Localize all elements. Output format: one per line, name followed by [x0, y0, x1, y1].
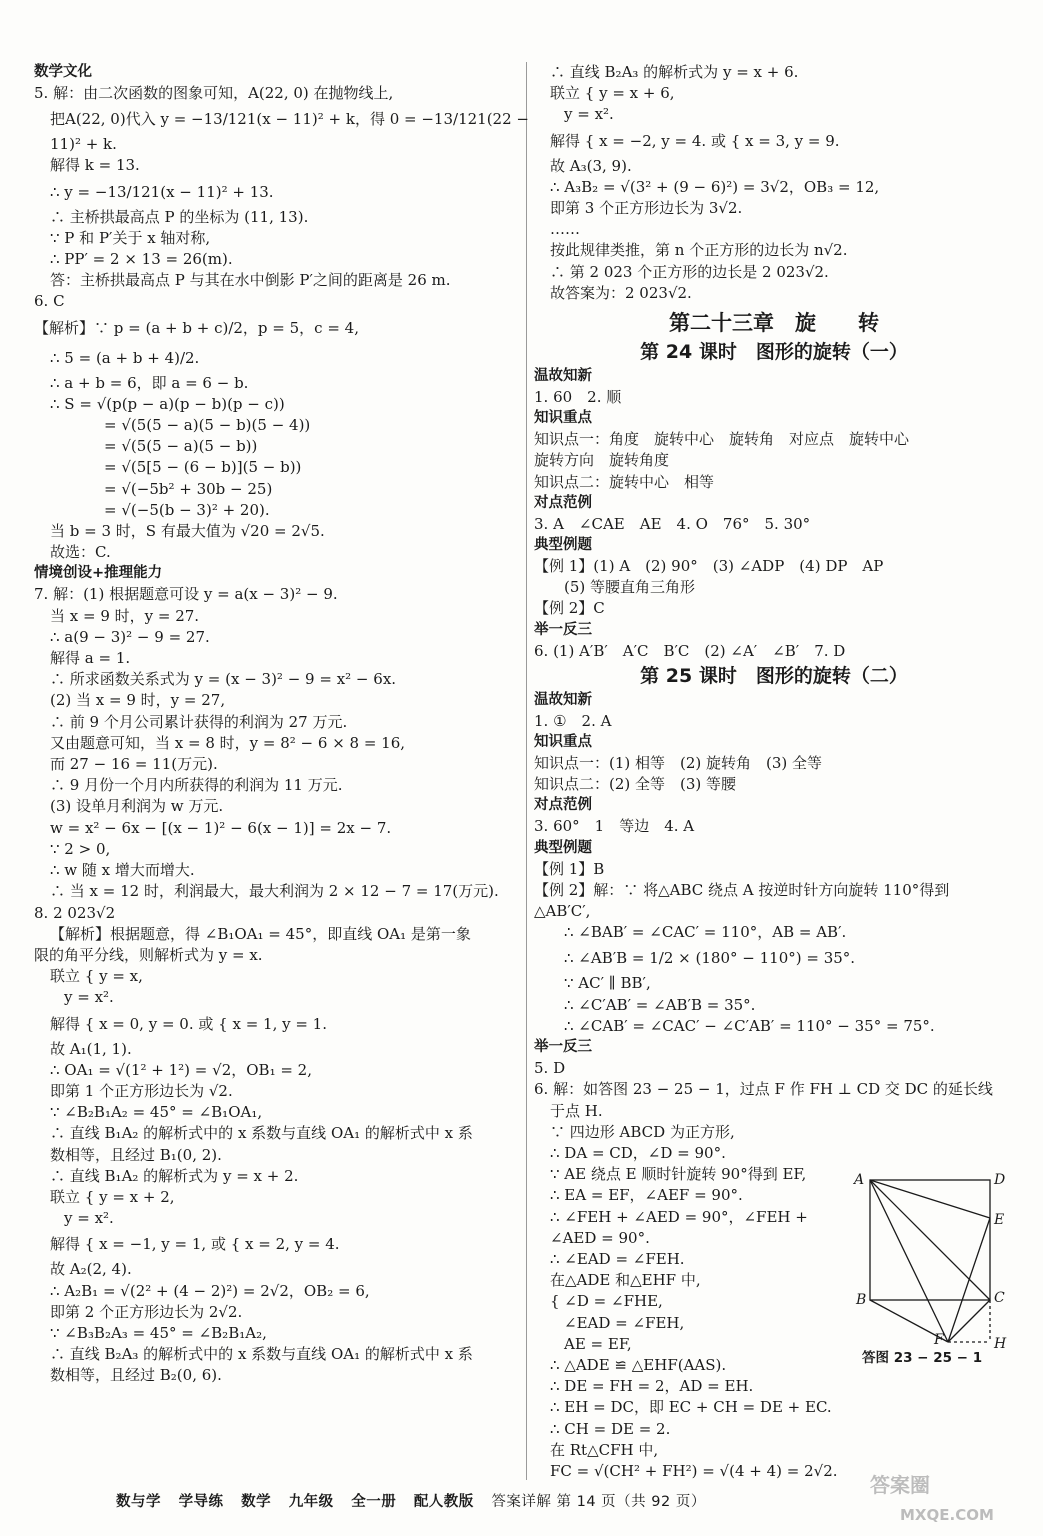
label-c: C: [994, 1290, 1005, 1306]
footer-volume: 全一册: [351, 1494, 397, 1510]
left-line: 【解析】∵ p = (a + b + c)/2，p = 5，c = 4,: [34, 318, 359, 337]
left-line: 联立 { y = x,: [50, 967, 143, 986]
right-section-heading: 举一反三: [534, 621, 592, 638]
left-line: ∴ 所求函数关系式为 y = (x − 3)² − 9 = x² − 6x.: [50, 670, 397, 689]
right-line: ∴ A₃B₂ = √(3² + (9 − 6)²) = 3√2，OB₃ = 12,: [550, 177, 880, 196]
right-line: 联立 { y = x + 6,: [550, 84, 675, 103]
right-line: ∴ 第 2 023 个正方形的边长是 2 023√2.: [550, 262, 829, 281]
left-line: 即第 2 个正方形边长为 2√2.: [50, 1302, 243, 1321]
right-line: 知识点一：(1) 相等 (2) 旋转角 (3) 全等: [534, 754, 823, 773]
left-line: 答：主桥拱最高点 P 与其在水中倒影 P′之间的距离是 26 m.: [50, 271, 451, 290]
segment-ef: [948, 1218, 990, 1342]
right-section-heading: 对点范例: [534, 797, 592, 814]
right-line: ∴ EH = DC，即 EC + CH = DE + EC.: [550, 1398, 832, 1417]
left-line: ∴ S = √(p(p − a)(p − b)(p − c)): [50, 394, 285, 413]
left-line: ∴ 主桥拱最高点 P 的坐标为 (11, 13).: [50, 207, 309, 226]
right-line: 于点 H.: [550, 1101, 603, 1120]
right-line: 知识点一：角度 旋转中心 旋转角 对应点 旋转中心: [534, 430, 910, 449]
watermark-text: 答案圈: [870, 1473, 930, 1497]
right-line: 【例 2】C: [534, 599, 605, 618]
segment-cf: [948, 1300, 990, 1342]
right-line: 按此规律类推，第 n 个正方形的边长为 n√2.: [550, 241, 848, 260]
left-line: = √(−5b² + 30b − 25): [104, 479, 273, 498]
label-e: E: [994, 1212, 1005, 1228]
right-section-heading: 温故知新: [534, 691, 592, 708]
right-line: ∵ AE 绕点 E 顺时针旋转 90°得到 EF,: [550, 1165, 807, 1184]
right-line: ……: [550, 220, 580, 239]
left-line: ∵ P 和 P′关于 x 轴对称,: [50, 228, 211, 247]
right-line: ∴ ∠CAB′ = ∠CAC′ − ∠C′AB′ = 110° − 35° = 75°.: [564, 1016, 935, 1035]
left-section-heading: 数学文化: [34, 64, 92, 80]
left-line: 解得 { x = −1, y = 1, 或 { x = 2, y = 4.: [50, 1235, 340, 1254]
left-line: ∴ 9 月份一个月内所获得的利润为 11 万元.: [50, 776, 343, 795]
right-line: 1. ① 2. A: [534, 711, 612, 730]
right-line: 【例 1】(1) A (2) 90° (3) ∠ADP (4) DP AP: [534, 557, 884, 576]
right-line: △AB′C′,: [534, 902, 591, 921]
left-line: ∴ 直线 B₁A₂ 的解析式中的 x 系数与直线 OA₁ 的解析式中 x 系: [50, 1124, 473, 1143]
segment-ae: [870, 1180, 990, 1218]
right-section-heading: 举一反三: [534, 1039, 592, 1056]
right-line: 6. (1) A′B′ A′C B′C (2) ∠A′ ∠B′ 7. D: [534, 641, 846, 660]
right-line: 在△ADE 和△EHF 中,: [550, 1271, 701, 1290]
footer-series: 学导练: [178, 1494, 224, 1510]
right-line: ∴ 直线 B₂A₃ 的解析式为 y = x + 6.: [550, 63, 799, 81]
right-line: 3. A ∠CAE AE 4. O 76° 5. 30°: [534, 514, 811, 533]
right-line: y = x².: [564, 105, 614, 124]
left-line: (3) 设单月利润为 w 万元.: [50, 797, 224, 816]
watermark-logo: [860, 1460, 1030, 1530]
left-section-heading: 情境创设+推理能力: [34, 565, 163, 582]
left-line: 当 b = 3 时，S 有最大值为 √20 = 2√5.: [50, 522, 325, 541]
right-line: FC = √(CH² + FH²) = √(4 + 4) = 2√2.: [550, 1461, 838, 1480]
right-section-heading: 典型例题: [534, 839, 592, 856]
left-line: 数相等，且经过 B₁(0, 2).: [50, 1145, 222, 1164]
page-footer: [116, 1490, 916, 1511]
right-line: 解得 { x = −2, y = 4. 或 { x = 3, y = 9.: [550, 131, 840, 150]
left-line: 把A(22, 0)代入 y = −13/121(x − 11)² + k，得 0 = −13/121(22 −: [50, 110, 529, 129]
left-line: ∴ 当 x = 12 时，利润最大，最大利润为 2 × 12 − 7 = 17(万元).: [50, 882, 499, 901]
left-line: y = x².: [64, 1209, 114, 1228]
right-line: 3. 60° 1 等边 4. A: [534, 817, 695, 836]
left-line: ∵ 2 > 0,: [50, 839, 111, 858]
left-line: 又由题意可知，当 x = 8 时，y = 8² − 6 × 8 = 16,: [50, 733, 406, 752]
right-section-heading: 知识重点: [534, 734, 592, 751]
right-line: 知识点二：(2) 全等 (3) 等腰: [534, 775, 737, 794]
left-line: 5. 解：由二次函数的图象可知，A(22, 0) 在抛物线上,: [34, 84, 394, 102]
right-line: 知识点二：旋转中心 相等: [534, 472, 715, 491]
left-line: ∴ 前 9 个月公司累计获得的利润为 27 万元.: [50, 712, 348, 731]
left-line: y = x².: [64, 988, 114, 1007]
left-line: = √(5(5 − a)(5 − b)(5 − 4)): [104, 416, 311, 435]
watermark-site: MXQE.COM: [900, 1506, 994, 1524]
left-line: 11)² + k.: [50, 135, 117, 154]
left-line: 故 A₂(2, 4).: [50, 1260, 132, 1279]
left-line: 而 27 − 16 = 11(万元).: [50, 755, 218, 774]
left-line: = √(−5(b − 3)² + 20).: [104, 500, 270, 519]
left-line: ∴ a + b = 6，即 a = 6 − b.: [50, 373, 249, 392]
label-f: F: [934, 1332, 944, 1348]
right-line: ∵ AC′ ∥ BB′,: [564, 974, 651, 993]
left-line: ∴ PP′ = 2 × 13 = 26(m).: [50, 250, 233, 269]
right-line: ∴ ∠FEH + ∠AED = 90°，∠FEH +: [550, 1207, 808, 1226]
left-line: ∴ y = −13/121(x − 11)² + 13.: [50, 182, 274, 201]
right-section-heading: 知识重点: [534, 410, 592, 427]
left-column: [34, 62, 529, 1387]
label-h: H: [994, 1336, 1007, 1352]
right-section-heading: 对点范例: [534, 494, 592, 511]
footer-edition: 配人教版: [413, 1494, 474, 1510]
footer-subject: 数学: [241, 1494, 272, 1510]
right-line: ∴ DA = CD，∠D = 90°.: [550, 1143, 726, 1162]
footer-grade: 九年级: [288, 1494, 334, 1510]
right-line: 故 A₃(3, 9).: [550, 156, 632, 175]
right-line: 【例 2】解：∵ 将△ABC 绕点 A 按逆时针方向旋转 110°得到: [534, 880, 950, 899]
right-line: ∴ ∠BAB′ = ∠CAC′ = 110°，AB = AB′.: [564, 923, 847, 942]
left-line: ∴ 直线 B₁A₂ 的解析式为 y = x + 2.: [50, 1166, 299, 1185]
right-line: ∴ EA = EF，∠AEF = 90°.: [550, 1186, 743, 1205]
right-line: ∴ DE = FH = 2，AD = EH.: [550, 1377, 754, 1396]
right-line: ∴ ∠AB′B = 1/2 × (180° − 110°) = 35°.: [564, 949, 856, 968]
left-line: = √(5[5 − (6 − b)](5 − b)): [104, 458, 302, 477]
left-line: ∵ ∠B₃B₂A₃ = 45° = ∠B₂B₁A₂,: [50, 1323, 267, 1342]
right-line: 故答案为：2 023√2.: [550, 283, 692, 302]
segment-af: [870, 1180, 948, 1342]
lesson-title: 第 24 课时 图形的旋转（一）: [640, 341, 908, 364]
label-a: A: [854, 1172, 865, 1188]
left-line: 故 A₁(1, 1).: [50, 1039, 132, 1058]
left-line: 6. C: [34, 292, 65, 311]
left-line: 解得 a = 1.: [50, 649, 131, 668]
left-line: ∴ w 随 x 增大而增大.: [50, 861, 195, 880]
right-section-heading: 典型例题: [534, 537, 592, 554]
left-line: ∴ A₂B₁ = √(2² + (4 − 2)²) = 2√2，OB₂ = 6,: [50, 1281, 370, 1300]
figure-caption: 答图 23 − 25 − 1: [862, 1350, 983, 1366]
right-line: ∠AED = 90°.: [550, 1228, 650, 1247]
footer-brand: 数与学: [116, 1494, 161, 1510]
left-line: 数相等，且经过 B₂(0, 6).: [50, 1366, 222, 1385]
left-line: 【解析】根据题意，得 ∠B₁OA₁ = 45°，即直线 OA₁ 是第一象: [50, 924, 471, 943]
footer-page-info: 答案详解 第 14 页（共 92 页）: [491, 1494, 706, 1510]
right-line: ∴ △ADE ≌ △EHF(AAS).: [550, 1355, 727, 1374]
right-line: 1. 60 2. 顺: [534, 388, 622, 407]
left-line: = √(5(5 − a)(5 − b)): [104, 437, 258, 456]
left-line: ∴ 5 = (a + b + 4)/2.: [50, 348, 200, 367]
right-line: 6. 解：如答图 23 − 25 − 1，过点 F 作 FH ⊥ CD 交 DC 的延长线: [534, 1080, 993, 1099]
label-d: D: [994, 1172, 1006, 1188]
right-line: ∴ ∠C′AB′ = ∠AB′B = 35°.: [564, 995, 756, 1014]
lesson-title: 第 25 课时 图形的旋转（二）: [640, 664, 908, 687]
left-line: 联立 { y = x + 2,: [50, 1187, 175, 1206]
right-line: ∴ ∠EAD = ∠FEH.: [550, 1249, 685, 1268]
left-line: ∴ OA₁ = √(1² + 1²) = √2，OB₁ = 2,: [50, 1060, 312, 1079]
left-line: ∴ a(9 − 3)² − 9 = 27.: [50, 627, 210, 646]
segment-ac: [870, 1180, 990, 1300]
label-b: B: [856, 1292, 867, 1308]
left-line: 解得 k = 13.: [50, 156, 140, 175]
left-line: 7. 解：(1) 根据题意可设 y = a(x − 3)² − 9.: [34, 585, 338, 604]
right-line: AE = EF,: [564, 1334, 632, 1353]
left-line: 解得 { x = 0, y = 0. 或 { x = 1, y = 1.: [50, 1014, 327, 1033]
left-line: 当 x = 9 时，y = 27.: [50, 606, 200, 625]
right-line: { ∠D = ∠FHE,: [550, 1292, 663, 1311]
right-line: 旋转方向 旋转角度: [534, 451, 670, 470]
chapter-title: 第二十三章 旋 转: [669, 311, 879, 336]
right-line: 在 Rt△CFH 中,: [550, 1440, 659, 1459]
left-line: 8. 2 023√2: [34, 903, 116, 922]
right-line: ∵ 四边形 ABCD 为正方形,: [550, 1122, 735, 1141]
right-line: ∴ CH = DE = 2.: [550, 1419, 671, 1438]
right-line: 5. D: [534, 1059, 566, 1078]
right-line: 【例 1】B: [534, 859, 605, 878]
left-line: 故选：C.: [50, 543, 111, 562]
left-line: (2) 当 x = 9 时，y = 27,: [50, 691, 226, 710]
left-line: 限的角平分线，则解析式为 y = x.: [34, 945, 263, 964]
right-line: ∠EAD = ∠FEH,: [564, 1313, 685, 1332]
right-line: (5) 等腰直角三角形: [564, 578, 696, 597]
left-line: w = x² − 6x − [(x − 1)² − 6(x − 1)] = 2x − 7.: [50, 818, 392, 837]
left-line: 即第 1 个正方形边长为 √2.: [50, 1081, 233, 1100]
column-divider: [526, 62, 527, 1480]
left-line: ∵ ∠B₂B₁A₂ = 45° = ∠B₁OA₁,: [50, 1103, 263, 1122]
right-section-heading: 温故知新: [534, 368, 592, 385]
right-line: 即第 3 个正方形边长为 3√2.: [550, 199, 743, 218]
left-line: ∴ 直线 B₂A₃ 的解析式中的 x 系数与直线 OA₁ 的解析式中 x 系: [50, 1345, 473, 1364]
